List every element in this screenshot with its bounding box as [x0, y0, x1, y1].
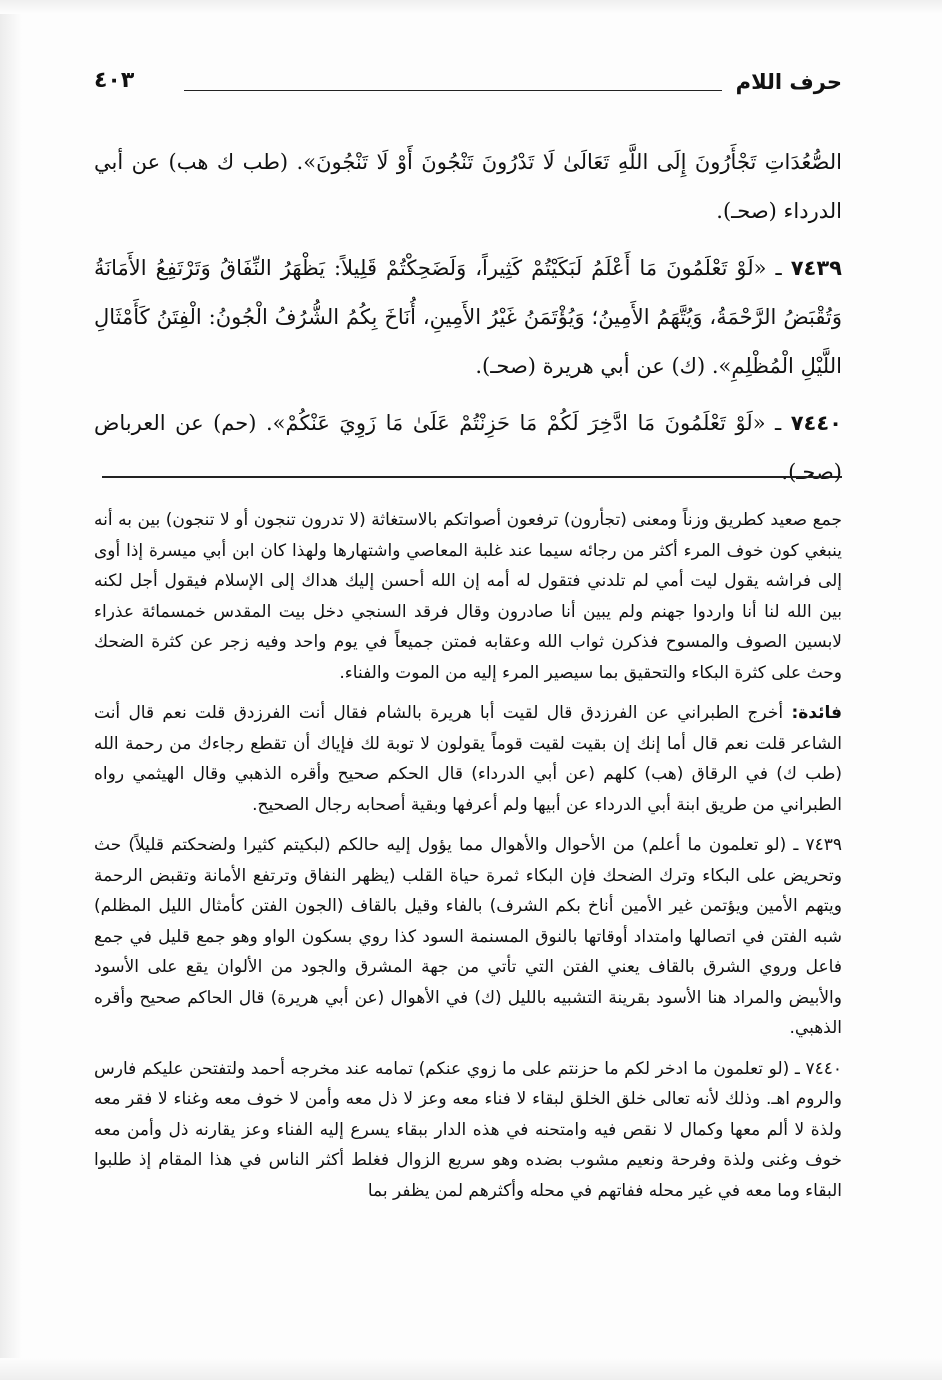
- benefit-text: أخرج الطبراني عن الفرزدق قال لقيت أبا هريرة بالشام فقال أنت الفرزدق قلت نعم قال أنت الشاعر قلت نعم قال أما إنك إن بقيت لقيت قوماً يقولون لا توبة لك فإياك أن تقطع رجاءك من رحمة الله (طب ك) في الرقاق (هب) كلهم (عن أبي الدرداء) قال الحكم صحيح وأقره الذهبي وقال الهيثمي رواه الطبراني من طريق ابنة أبي الدرداء عن أبيها ولم أعرفها وبقية أصحابه رجال الصحيح.: [94, 703, 842, 815]
- hadith-text: الصُّعُدَاتِ تَجْأَرُونَ إِلَى اللَّهِ تَعَالَىٰ لَا تَدْرُونَ تَنْجُونَ أَوْ لَا تَنْجُونَ». (طب ك هب) عن أبي الدرداء (صحـ).: [94, 150, 842, 223]
- commentary-paragraph: ٧٤٤٠ ـ (لو تعلمون ما ادخر لكم ما حزنتم على ما زوي عنكم) تمامه عند مخرجه أحمد ولتفتحن عليكم فارس والروم اهـ. وذلك لأنه تعالى خلق الخلق لبقاء لا فناء معه وعز لا ذل معه وأمن لا خوف معه وغناء لا فقر معه ولذة لا ألم معها وكمال لا نقص فيه وامتحنه في هذه الدار ببقاء يسرع إليه الفناء وعز يقارنه ذل وأمن معه خوف وغنى ولذة وفرحة ونعيم مشوب بضده وهو سريع الزوال فغلط أكثر الناس في هذا المقام إذ طلبوا البقاء وما معه في غير محله ففاتهم في محله وأكثرهم لمن يظفر بما: [94, 1058, 842, 1201]
- page-header: [94, 66, 842, 106]
- page-number: ٤٠٣: [94, 68, 135, 93]
- hadith-continuation: [94, 138, 842, 236]
- commentary-block: [94, 505, 842, 1216]
- hadith-text: «لَوْ تَعْلَمُونَ مَا ادَّخِرَ لَكُمْ مَا حَزِنْتُمْ عَلَىٰ مَا زَوِيَ عَنْكُمْ». (حم) عن العرباض (صحـ).: [94, 411, 842, 484]
- hadith-entry: [94, 399, 842, 497]
- commentary-paragraph: ٧٤٣٩ ـ (لو تعلمون ما أعلم) من الأحوال والأهوال مما يؤول إليه حالكم (لبكيتم كثيرا ولضحكتم قليلاً) حث وتحريض على البكاء وترك الضحك فإن البكاء ثمرة حياة القلب (يظهر النفاق وترتفع الأمانة وتقبض الرحمة ويتهم الأمين ويؤتمن غير الأمين أناخ بكم الشرف) بالفاء وقيل بالقاف (الجون الفتن كأمثال الليل المظلم) شبه الفتن في اتصالها وامتداد أوقاتها بالنوق المسنمة السود كذا روي بسكون الواو وهو جمع قليل في جمع فاعل وروي الشرق بالقاف يعني الفتن التي تأتي من جهة المشرق والجود من الألوان يقع على الأسود والأبيض والمراد هنا الأسود بقرينة التشبيه بالليل (ك) في الأهوال (عن أبي هريرة) قال الحاكم صحيح وأقره الذهبي.: [94, 835, 842, 1038]
- commentary-paragraph: [94, 698, 842, 820]
- hadith-text-block: [94, 138, 842, 505]
- scan-shadow-left: [0, 0, 22, 1380]
- scan-shadow-top: [0, 0, 942, 14]
- scan-shadow-bottom: [0, 1358, 942, 1380]
- footnote-separator: [102, 476, 842, 478]
- header-rule: [184, 90, 722, 91]
- benefit-label: فائدة:: [791, 703, 842, 723]
- hadith-dash: ـ: [766, 256, 782, 280]
- hadith-number: ٧٤٤٠: [790, 411, 843, 435]
- chapter-title: حرف اللام: [735, 70, 842, 94]
- hadith-entry: [94, 244, 842, 391]
- hadith-number: ٧٤٣٩: [790, 256, 842, 280]
- commentary-paragraph: جمع صعيد كطريق وزناً ومعنى (تجأرون) ترفعون أصواتكم بالاستغاثة (لا تدرون تنجون أو لا تنجون) بين به أنه ينبغي كون خوف المرء أكثر من رجائه سيما عند غلبة المعاصي واشتهارها ولهذا كان ابن أبي ميسرة إذا أوى إلى فراشه يقول ليت أمي لم تلدني فتقول له أمه إن الله أحسن إليك هداك إلى الإسلام فيقول أجل لكنه بين الله لنا أنا واردوا جهنم ولم يبين أنا صادرون وقال فرقد السنجي دخل بيت المقدس خمسمائة عذراء لابسين الصوف والمسوح فذكرن ثواب الله وعقابه فمتن جميعاً في يوم واحد وفيه زجر عن كثرة الضحك وحث على كثرة البكاء والتحقيق بما سيصير المرء إليه من الموت والفناء.: [94, 510, 842, 683]
- hadith-text: «لَوْ تَعْلَمُونَ مَا أَعْلَمُ لَبَكَيْتُمْ كَثِيراً، وَلَضَحِكْتُمْ قَلِيلاً: يَظْهَرُ النِّفَاقُ وَتَرْتَفِعُ الأَمَانَةُ وَتُقْبَضُ الرَّحْمَةُ، وَيُتَّهَمُ الأَمِينُ؛ وَيُؤْتَمَنُ غَيْرُ الأَمِينِ، أُنَاخَ بِكُمُ الشُّرُفُ الْجُونُ: الْفِتَنُ كَأَمْثَالِ اللَّيْلِ الْمُظْلِمِ». (ك) عن أبي هريرة (صحـ).: [94, 256, 842, 378]
- hadith-dash: ـ: [765, 411, 782, 435]
